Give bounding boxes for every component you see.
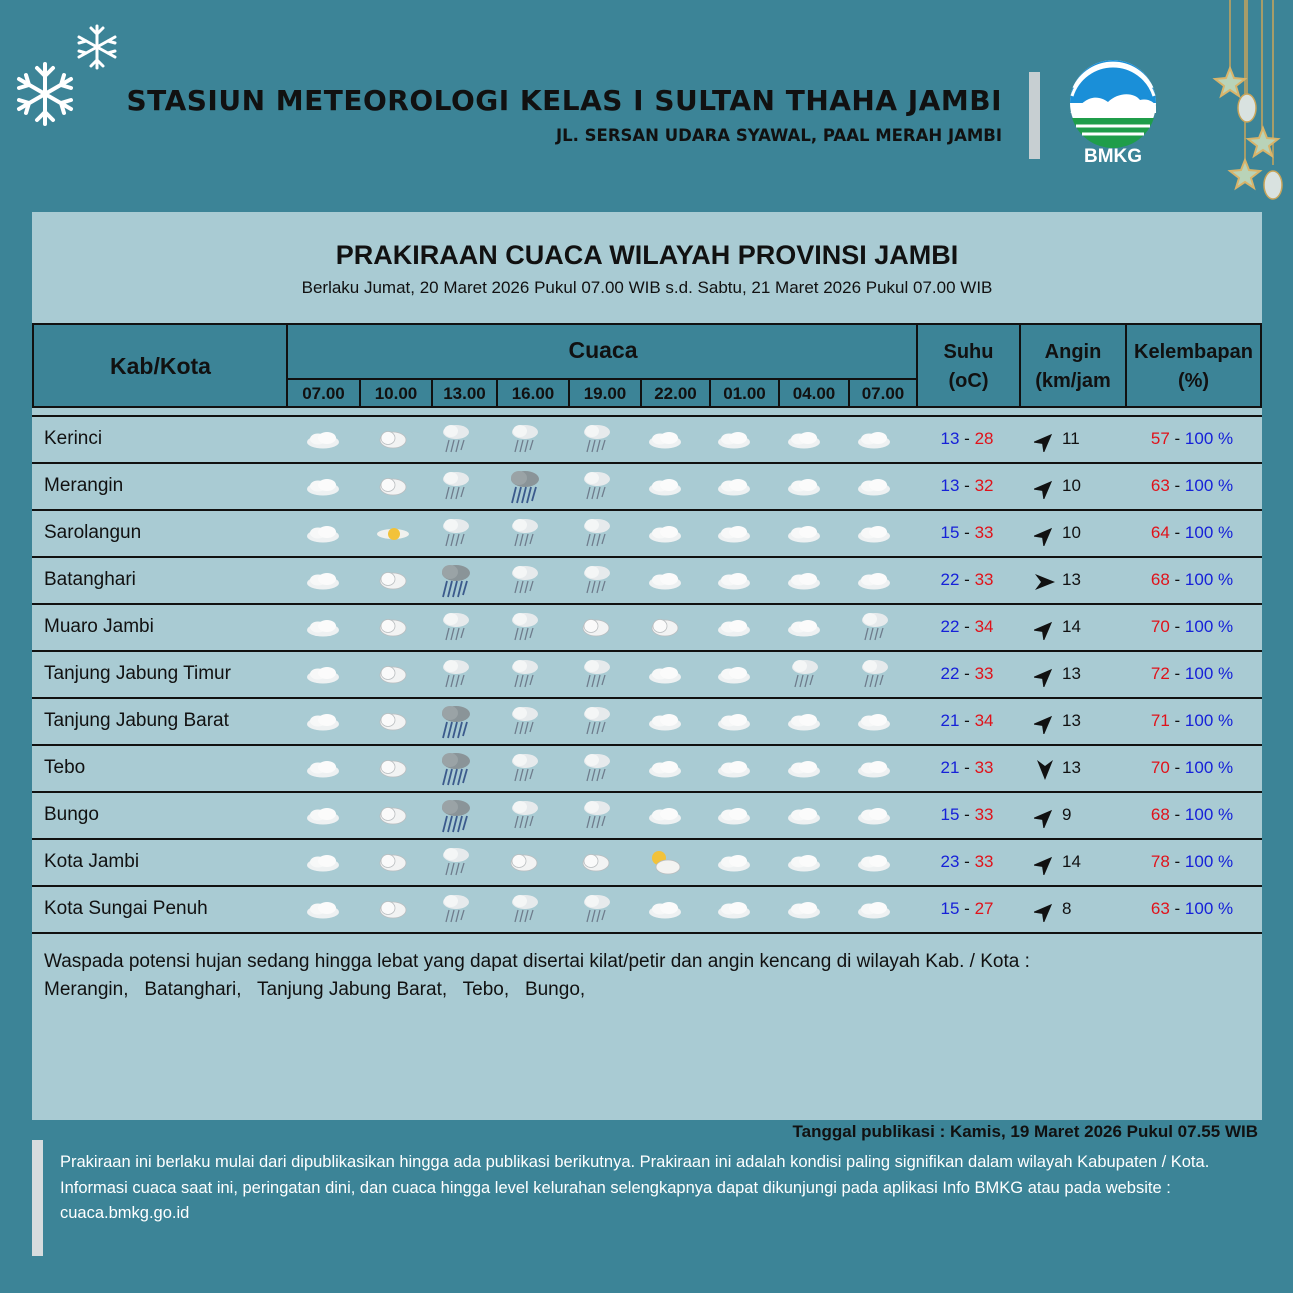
cloudy-icon: [300, 467, 346, 507]
light-rain-icon: [432, 843, 478, 883]
humidity-max: 100 %: [1184, 570, 1234, 589]
sunny-cloudy-icon: [642, 843, 688, 883]
wind-cell: [1022, 895, 1117, 925]
time-header: 10.00: [359, 378, 431, 408]
cloudy-icon: [300, 796, 346, 836]
cloudy-icon: [851, 514, 897, 554]
table-row: [32, 699, 1262, 746]
region-name: Tanjung Jabung Timur: [44, 663, 231, 684]
header-divider: [1029, 72, 1040, 159]
column-header-temp-line1: Suhu: [943, 341, 994, 363]
cloudy-icon: [642, 467, 688, 507]
temperature-range: [917, 476, 1017, 496]
temperature-range: [917, 429, 1017, 449]
light-rain-icon: [573, 702, 619, 742]
light-rain-icon: [573, 467, 619, 507]
time-header: 07.00: [848, 378, 918, 408]
cloudy-icon: [642, 655, 688, 695]
cloudy-icon: [851, 420, 897, 460]
temp-max: 33: [974, 852, 994, 871]
humidity-max: 100 %: [1184, 711, 1234, 730]
cloudy-icon: [711, 420, 757, 460]
temperature-range: [917, 523, 1017, 543]
region-name: Bungo: [44, 804, 99, 825]
humidity-range: [1122, 711, 1262, 731]
humidity-min: 63: [1150, 476, 1170, 495]
humidity-range: [1122, 852, 1262, 872]
light-rain-icon: [432, 467, 478, 507]
snowflake-icon: [74, 22, 120, 72]
cloudy-icon: [851, 749, 897, 789]
snowflake-icon: [12, 58, 78, 130]
humidity-dash: -: [1174, 852, 1181, 871]
temperature-range: [917, 852, 1017, 872]
temp-dash: -: [964, 476, 970, 495]
weather-icons: [287, 652, 917, 697]
humidity-min: 72: [1150, 664, 1170, 683]
publication-date: Tanggal publikasi : Kamis, 19 Maret 2026 Pukul 07.55 WIB: [792, 1122, 1258, 1141]
partly-cloudy-icon: [370, 702, 416, 742]
humidity-dash: -: [1174, 429, 1181, 448]
partly-cloudy-icon: [370, 655, 416, 695]
weather-icons: [287, 840, 917, 885]
humidity-max: 100 %: [1184, 476, 1234, 495]
cloudy-icon: [300, 655, 346, 695]
partly-cloudy-icon: [370, 749, 416, 789]
cloudy-icon: [300, 420, 346, 460]
footer-note: Prakiraan ini berlaku mulai dari dipublikasikan hingga ada publikasi berikutnya. Prakiraan ini adalah kondisi paling signifikan dalam wilayah Kabupaten / Kota. Informasi cuaca saat ini, peringatan dini, dan cuaca hingga level kelurahan selengkapnya dapat dikunjungi pada aplikasi Info BMKG atau pada website : cuaca.bmkg.go.id: [60, 1153, 1210, 1222]
cloudy-icon: [851, 702, 897, 742]
table-header: [32, 323, 1262, 408]
humidity-dash: -: [1174, 758, 1181, 777]
light-rain-icon: [573, 420, 619, 460]
wind-speed: 14: [1062, 852, 1081, 871]
light-rain-icon: [501, 796, 547, 836]
wind-cell: [1022, 613, 1117, 643]
weather-icons: [287, 746, 917, 791]
temp-max: 33: [974, 805, 994, 824]
column-header-wind-line1: Angin: [1044, 341, 1102, 363]
partly-cloudy-icon: [370, 843, 416, 883]
column-header-humidity-line1: Kelembapan: [1134, 341, 1253, 363]
time-header: 22.00: [640, 378, 709, 408]
light-rain-icon: [851, 608, 897, 648]
weather-icons: [287, 464, 917, 509]
humidity-max: 100 %: [1184, 429, 1234, 448]
wind-cell: [1022, 801, 1117, 831]
humidity-min: 57: [1150, 429, 1170, 448]
temp-dash: -: [964, 805, 970, 824]
cloudy-icon: [781, 749, 827, 789]
cloudy-icon: [642, 561, 688, 601]
partly-cloudy-icon: [501, 843, 547, 883]
partly-cloudy-icon: [370, 467, 416, 507]
light-rain-icon: [432, 608, 478, 648]
cloudy-icon: [851, 843, 897, 883]
time-header: 16.00: [496, 378, 568, 408]
humidity-min: 70: [1150, 758, 1170, 777]
temp-max: 27: [974, 899, 994, 918]
temperature-range: [917, 664, 1017, 684]
wind-speed: 8: [1062, 899, 1072, 918]
light-rain-icon: [501, 749, 547, 789]
cloudy-icon: [711, 561, 757, 601]
region-name: Batanghari: [44, 569, 136, 590]
heavy-rain-icon: [432, 561, 478, 601]
footer-divider: [32, 1140, 43, 1256]
cloudy-icon: [711, 843, 757, 883]
cloudy-icon: [642, 749, 688, 789]
temp-min: 23: [940, 852, 960, 871]
light-rain-icon: [573, 890, 619, 930]
temp-min: 15: [940, 805, 960, 824]
region-name: Kerinci: [44, 428, 103, 449]
humidity-dash: -: [1174, 476, 1181, 495]
wind-direction-arrow-icon: [1034, 665, 1056, 687]
temp-dash: -: [964, 711, 970, 730]
wind-cell: [1022, 660, 1117, 690]
partly-cloudy-icon: [370, 420, 416, 460]
cloudy-icon: [781, 467, 827, 507]
humidity-range: [1122, 429, 1262, 449]
light-rain-icon: [573, 561, 619, 601]
region-name: Muaro Jambi: [44, 616, 154, 637]
wind-direction-arrow-icon: [1034, 477, 1056, 499]
wind-direction-arrow-icon: [1034, 806, 1056, 828]
cloudy-icon: [300, 749, 346, 789]
wind-cell: [1022, 472, 1117, 502]
partly-cloudy-icon: [370, 561, 416, 601]
partly-cloudy-icon: [573, 843, 619, 883]
partly-cloudy-icon: [642, 608, 688, 648]
temp-min: 13: [940, 429, 960, 448]
wind-speed: 13: [1062, 664, 1081, 683]
wind-speed: 10: [1062, 523, 1081, 542]
temperature-range: [917, 805, 1017, 825]
heavy-rain-icon: [501, 467, 547, 507]
temp-min: 21: [940, 711, 960, 730]
temp-min: 13: [940, 476, 960, 495]
cloudy-icon: [781, 890, 827, 930]
humidity-min: 70: [1150, 617, 1170, 636]
temp-dash: -: [964, 758, 970, 777]
light-rain-icon: [501, 561, 547, 601]
temp-max: 33: [974, 570, 994, 589]
light-rain-icon: [573, 796, 619, 836]
partly-cloudy-icon: [370, 890, 416, 930]
wind-direction-arrow-icon: [1034, 853, 1056, 875]
wind-cell: [1022, 519, 1117, 549]
bmkg-logo-text: BMKG: [1083, 146, 1143, 167]
temp-dash: -: [964, 429, 970, 448]
humidity-range: [1122, 523, 1262, 543]
temp-max: 33: [974, 758, 994, 777]
humidity-dash: -: [1174, 899, 1181, 918]
wind-speed: 14: [1062, 617, 1081, 636]
sunny-icon: [370, 514, 416, 554]
cloudy-icon: [711, 655, 757, 695]
cloudy-icon: [781, 561, 827, 601]
weather-icons: [287, 793, 917, 838]
temp-max: 34: [974, 617, 994, 636]
weather-icons: [287, 558, 917, 603]
temp-max: 34: [974, 711, 994, 730]
weather-icons: [287, 417, 917, 462]
cloudy-icon: [642, 890, 688, 930]
cloudy-icon: [781, 514, 827, 554]
region-name: Kota Sungai Penuh: [44, 898, 208, 919]
temperature-range: [917, 899, 1017, 919]
forecast-panel: [32, 212, 1262, 1120]
temp-max: 32: [974, 476, 994, 495]
cloudy-icon: [711, 608, 757, 648]
table-row: [32, 887, 1262, 934]
wind-speed: 13: [1062, 570, 1081, 589]
humidity-min: 68: [1150, 805, 1170, 824]
humidity-max: 100 %: [1184, 852, 1234, 871]
humidity-range: [1122, 805, 1262, 825]
wind-speed: 11: [1062, 429, 1080, 448]
cloudy-icon: [711, 796, 757, 836]
wind-cell: [1022, 848, 1117, 878]
cloudy-icon: [300, 702, 346, 742]
light-rain-icon: [501, 514, 547, 554]
cloudy-icon: [300, 843, 346, 883]
light-rain-icon: [573, 749, 619, 789]
heavy-rain-icon: [432, 796, 478, 836]
temp-min: 15: [940, 523, 960, 542]
cloudy-icon: [711, 890, 757, 930]
wind-speed: 13: [1062, 758, 1081, 777]
wind-speed: 13: [1062, 711, 1081, 730]
humidity-max: 100 %: [1184, 523, 1234, 542]
wind-direction-arrow-icon: [1034, 571, 1056, 593]
cloudy-icon: [642, 796, 688, 836]
region-name: Sarolangun: [44, 522, 142, 543]
bmkg-logo: [1068, 58, 1158, 170]
column-header-temp-line2: (oC): [948, 370, 989, 392]
light-rain-icon: [432, 514, 478, 554]
humidity-range: [1122, 570, 1262, 590]
humidity-min: 78: [1150, 852, 1170, 871]
time-header: 01.00: [709, 378, 778, 408]
time-header: 13.00: [431, 378, 496, 408]
humidity-range: [1122, 617, 1262, 637]
temperature-range: [917, 570, 1017, 590]
humidity-range: [1122, 664, 1262, 684]
wind-cell: [1022, 425, 1117, 455]
station-title: STASIUN METEOROLOGI KELAS I SULTAN THAHA JAMBI: [126, 84, 1002, 117]
cloudy-icon: [300, 514, 346, 554]
temp-dash: -: [964, 523, 970, 542]
column-header-humidity-line2: (%): [1177, 370, 1210, 392]
humidity-dash: -: [1174, 617, 1181, 636]
temp-min: 22: [940, 664, 960, 683]
temp-max: 33: [974, 523, 994, 542]
humidity-max: 100 %: [1184, 899, 1234, 918]
cloudy-icon: [300, 608, 346, 648]
partly-cloudy-icon: [370, 796, 416, 836]
wind-direction-arrow-icon: [1034, 759, 1056, 781]
column-header-region: Kab/Kota: [110, 353, 211, 379]
cloudy-icon: [711, 749, 757, 789]
temp-dash: -: [964, 899, 970, 918]
wind-cell: [1022, 754, 1117, 784]
temp-min: 21: [940, 758, 960, 777]
temp-max: 28: [974, 429, 994, 448]
light-rain-icon: [501, 890, 547, 930]
column-header-wind-line2: (km/jam: [1035, 370, 1111, 392]
humidity-dash: -: [1174, 805, 1181, 824]
cloudy-icon: [781, 702, 827, 742]
cloudy-icon: [781, 843, 827, 883]
light-rain-icon: [501, 702, 547, 742]
table-row: [32, 840, 1262, 887]
light-rain-icon: [781, 655, 827, 695]
humidity-max: 100 %: [1184, 617, 1234, 636]
humidity-range: [1122, 758, 1262, 778]
heavy-rain-icon: [432, 749, 478, 789]
table-row: [32, 558, 1262, 605]
forecast-validity: Berlaku Jumat, 20 Maret 2026 Pukul 07.00 WIB s.d. Sabtu, 21 Maret 2026 Pukul 07.00 WIB: [301, 278, 993, 297]
humidity-min: 71: [1150, 711, 1170, 730]
time-header: 07.00: [286, 378, 359, 408]
humidity-min: 64: [1150, 523, 1170, 542]
humidity-range: [1122, 899, 1262, 919]
humidity-min: 63: [1150, 899, 1170, 918]
cloudy-icon: [642, 702, 688, 742]
column-header-weather: Cuaca: [568, 337, 638, 363]
table-row: [32, 652, 1262, 699]
cloudy-icon: [642, 514, 688, 554]
temp-max: 33: [974, 664, 994, 683]
hanging-star-decoration-icon: [1205, 0, 1293, 215]
temp-dash: -: [964, 664, 970, 683]
cloudy-icon: [781, 420, 827, 460]
warning-line: Waspada potensi hujan sedang hingga lebat yang dapat disertai kilat/petir dan angin kencang di wilayah Kab. / Kota :: [44, 951, 1030, 972]
wind-speed: 9: [1062, 805, 1072, 824]
station-address: JL. SERSAN UDARA SYAWAL, PAAL MERAH JAMBI: [556, 126, 1002, 145]
light-rain-icon: [432, 420, 478, 460]
weather-icons: [287, 699, 917, 744]
light-rain-icon: [432, 655, 478, 695]
cloudy-icon: [851, 561, 897, 601]
light-rain-icon: [501, 608, 547, 648]
wind-direction-arrow-icon: [1034, 618, 1056, 640]
table-row: [32, 793, 1262, 840]
humidity-max: 100 %: [1184, 664, 1234, 683]
partly-cloudy-icon: [370, 608, 416, 648]
time-header: 19.00: [568, 378, 640, 408]
temperature-range: [917, 617, 1017, 637]
humidity-dash: -: [1174, 664, 1181, 683]
humidity-dash: -: [1174, 711, 1181, 730]
time-header: 04.00: [778, 378, 848, 408]
humidity-min: 68: [1150, 570, 1170, 589]
bmkg-logo-icon: [1068, 58, 1158, 148]
cloudy-icon: [851, 467, 897, 507]
forecast-title: PRAKIRAAN CUACA WILAYAH PROVINSI JAMBI: [335, 240, 959, 270]
cloudy-icon: [711, 702, 757, 742]
weather-icons: [287, 605, 917, 650]
partly-cloudy-icon: [573, 608, 619, 648]
wind-speed: 10: [1062, 476, 1081, 495]
temp-dash: -: [964, 617, 970, 636]
heavy-rain-icon: [432, 702, 478, 742]
humidity-range: [1122, 476, 1262, 496]
light-rain-icon: [851, 655, 897, 695]
wind-cell: [1022, 707, 1117, 737]
warning-regions: Merangin, Batanghari, Tanjung Jabung Barat, Tebo, Bungo,: [44, 979, 586, 1000]
humidity-max: 100 %: [1184, 758, 1234, 777]
light-rain-icon: [573, 514, 619, 554]
cloudy-icon: [300, 890, 346, 930]
light-rain-icon: [432, 890, 478, 930]
temp-min: 22: [940, 617, 960, 636]
weather-icons: [287, 887, 917, 932]
table-row: [32, 605, 1262, 652]
wind-direction-arrow-icon: [1034, 900, 1056, 922]
temp-min: 22: [940, 570, 960, 589]
warning-text: [44, 948, 1104, 1004]
temperature-range: [917, 711, 1017, 731]
table-row: [32, 746, 1262, 793]
temp-dash: -: [964, 570, 970, 589]
cloudy-icon: [711, 467, 757, 507]
cloudy-icon: [300, 561, 346, 601]
humidity-max: 100 %: [1184, 805, 1234, 824]
table-row: [32, 417, 1262, 464]
region-name: Merangin: [44, 475, 124, 496]
temp-dash: -: [964, 852, 970, 871]
wind-cell: [1022, 566, 1117, 596]
weather-icons: [287, 511, 917, 556]
light-rain-icon: [501, 655, 547, 695]
temp-min: 15: [940, 899, 960, 918]
wind-direction-arrow-icon: [1034, 712, 1056, 734]
wind-direction-arrow-icon: [1034, 430, 1056, 452]
region-name: Tebo: [44, 757, 86, 778]
humidity-dash: -: [1174, 570, 1181, 589]
cloudy-icon: [781, 608, 827, 648]
table-row: [32, 464, 1262, 511]
cloudy-icon: [851, 796, 897, 836]
region-name: Tanjung Jabung Barat: [44, 710, 229, 731]
temperature-range: [917, 758, 1017, 778]
cloudy-icon: [851, 890, 897, 930]
cloudy-icon: [781, 796, 827, 836]
light-rain-icon: [501, 420, 547, 460]
region-name: Kota Jambi: [44, 851, 140, 872]
humidity-dash: -: [1174, 523, 1181, 542]
light-rain-icon: [573, 655, 619, 695]
wind-direction-arrow-icon: [1034, 524, 1056, 546]
cloudy-icon: [642, 420, 688, 460]
table-row: [32, 511, 1262, 558]
cloudy-icon: [711, 514, 757, 554]
